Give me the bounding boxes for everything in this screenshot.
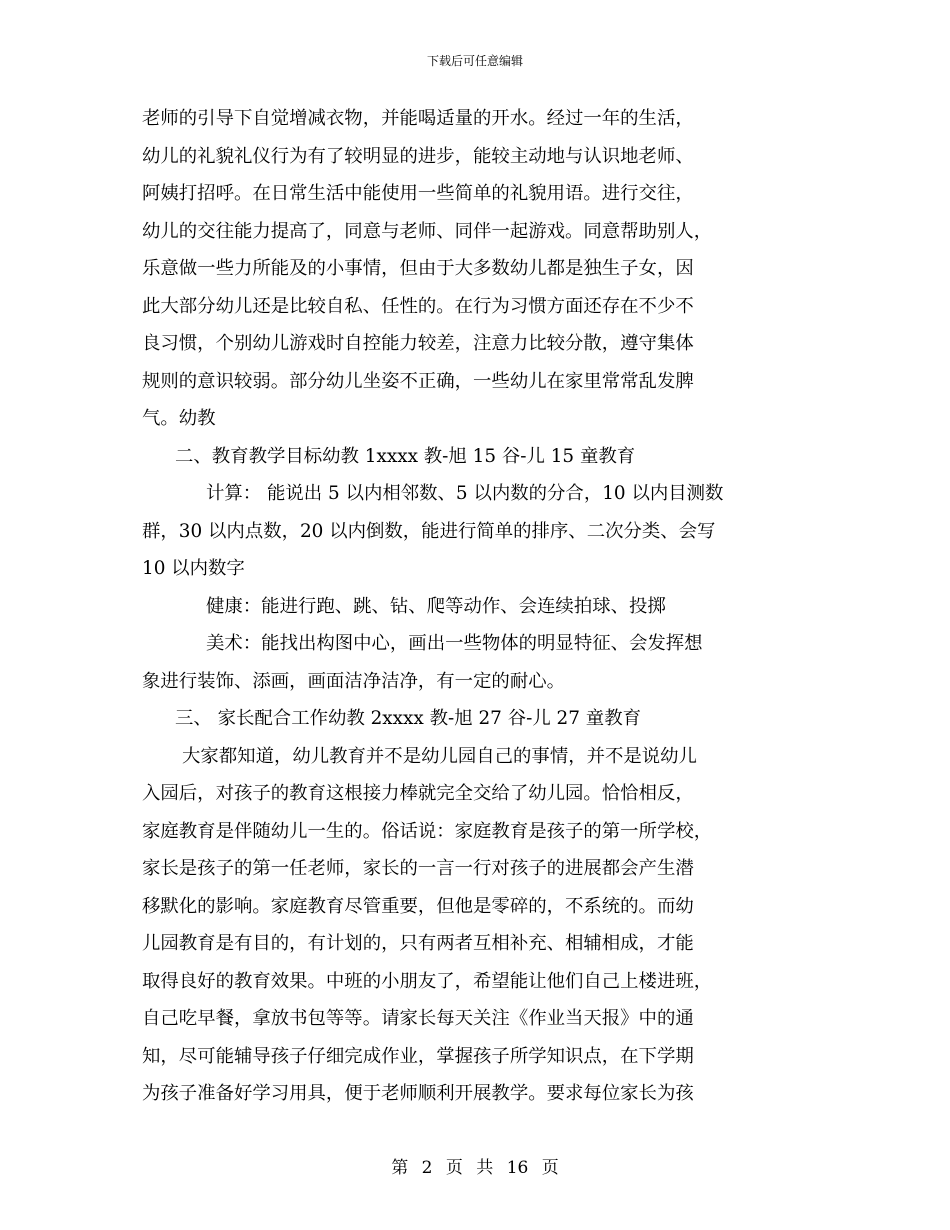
- body-line: 自己吃早餐，拿放书包等等。请家长每天关注《作业当天报》中的通: [142, 1008, 694, 1029]
- footer-page-number: 2: [421, 1158, 433, 1178]
- footer-gong: 共: [476, 1158, 494, 1178]
- body-line: 乐意做一些力所能及的小事情，但由于大多数幼儿都是独生子女，因: [142, 258, 694, 279]
- page-footer: [0, 1153, 950, 1178]
- body-line: 幼儿的礼貌礼仪行为有了较明显的进步，能较主动地与认识地老师、: [142, 145, 694, 167]
- footer-di: 第: [391, 1158, 409, 1178]
- body-line: 家庭教育是伴随幼儿一生的。俗话说：家庭教育是孩子的第一所学校，: [142, 820, 713, 842]
- body-line: 三、 家长配合工作幼教 2xxxx 教-旭 27 谷-儿 27 童教育: [175, 708, 641, 729]
- page-header-note: 下载后可任意编辑: [426, 54, 523, 68]
- body-line: 幼儿的交往能力提高了，同意与老师、同伴一起游戏。同意帮助别人，: [142, 220, 713, 242]
- body-line: 美术：能找出构图中心，画出一些物体的明显特征、会发挥想: [206, 633, 703, 654]
- body-line: 家长是孩子的第一任老师，家长的一言一行对孩子的进展都会产生潜: [142, 858, 694, 879]
- body-line: 老师的引导下自觉增减衣物，并能喝适量的开水。经过一年的生活，: [142, 108, 694, 129]
- body-line: 大家都知道，幼儿教育并不是幼儿园自己的事情，并不是说幼儿: [182, 745, 697, 767]
- body-line: 为孩子准备好学习用具，便于老师顺利开展教学。要求每位家长为孩: [142, 1083, 694, 1104]
- body-line: 健康：能进行跑、跳、钻、爬等动作、会连续拍球、投掷: [206, 595, 666, 617]
- body-line: 10 以内数字: [142, 558, 245, 579]
- footer-ye: 页: [445, 1158, 463, 1178]
- body-line: 阿姨打招呼。在日常生活中能使用一些简单的礼貌用语。进行交往，: [142, 183, 694, 204]
- body-line: 计算： 能说出 5 以内相邻数、5 以内数的分合，10 以内目测数: [206, 483, 724, 504]
- body-line: 二、教育教学目标幼教 1xxxx 教-旭 15 谷-儿 15 童教育: [175, 445, 636, 467]
- body-line: 移默化的影响。家庭教育尽管重要，但他是零碎的，不系统的。而幼: [142, 895, 694, 917]
- body-line: 象进行装饰、添画，画面洁净洁净，有一定的耐心。: [142, 670, 565, 692]
- footer-ye-end: 页: [541, 1158, 559, 1178]
- body-line: 入园后，对孩子的教育这根接力棒就完全交给了幼儿园。恰恰相反，: [142, 783, 694, 804]
- body-line: 良习惯，个别幼儿游戏时自控能力较差，注意力比较分散，遵守集体: [142, 333, 694, 354]
- footer-total-pages: 16: [506, 1158, 529, 1178]
- body-line: 群，30 以内点数，20 以内倒数，能进行简单的排序、二次分类、会写: [142, 520, 716, 542]
- body-line: 此大部分幼儿还是比较自私、任性的。在行为习惯方面还存在不少不: [142, 295, 694, 317]
- body-line: 气。幼教: [142, 408, 216, 429]
- body-line: 取得良好的教育效果。中班的小朋友了，希望能让他们自己上楼进班，: [142, 970, 713, 992]
- body-line: 知，尽可能辅导孩子仔细完成作业，掌握孩子所学知识点，在下学期: [142, 1045, 694, 1067]
- body-line: 儿园教育是有目的，有计划的，只有两者互相补充、相辅相成，才能: [142, 933, 694, 954]
- body-line: 规则的意识较弱。部分幼儿坐姿不正确，一些幼儿在家里常常乱发脾: [142, 370, 694, 392]
- document-body: [142, 100, 807, 1113]
